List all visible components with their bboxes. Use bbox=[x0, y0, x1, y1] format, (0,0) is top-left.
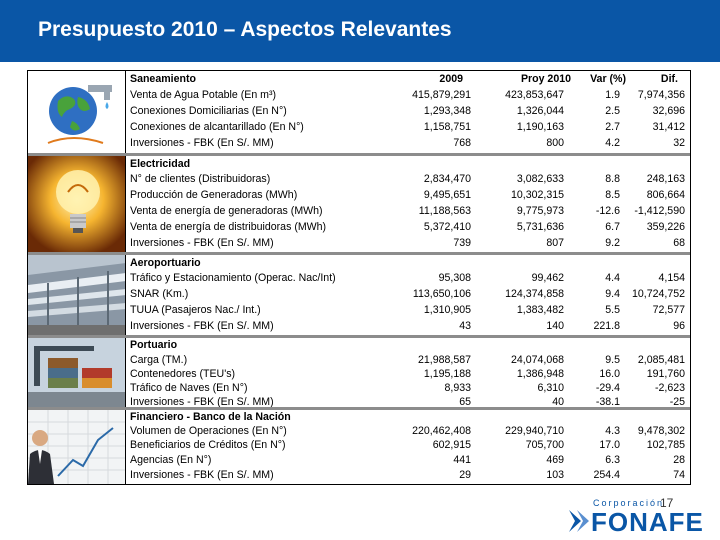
table-row bbox=[128, 204, 688, 219]
value-2009: 1,195,188 bbox=[423, 368, 471, 380]
table-row bbox=[128, 271, 688, 286]
table-row bbox=[128, 353, 688, 368]
table-row bbox=[128, 303, 688, 318]
section-aeroportuario bbox=[28, 255, 690, 335]
logo-corporacion: Corporación bbox=[593, 498, 665, 508]
column-header-2009: 2009 bbox=[439, 73, 463, 85]
value-2009: 113,650,106 bbox=[412, 288, 471, 300]
table-row bbox=[128, 438, 688, 453]
value-var: 17.0 bbox=[599, 439, 620, 451]
page-number: 17 bbox=[660, 496, 674, 510]
value-dif: -25 bbox=[669, 396, 685, 408]
value-proy-2010: 1,383,482 bbox=[516, 304, 564, 316]
value-var: -12.6 bbox=[595, 205, 620, 217]
table-row bbox=[128, 381, 688, 396]
businessman-chart-image bbox=[28, 410, 126, 484]
section-electricidad bbox=[28, 156, 690, 252]
fonafe-logo bbox=[567, 498, 707, 537]
row-label: Inversiones - FBK (En S/. MM) bbox=[130, 396, 274, 408]
value-var: -38.1 bbox=[595, 396, 620, 408]
row-label: Venta de energía de generadoras (MWh) bbox=[130, 205, 323, 217]
value-var: 254.4 bbox=[593, 469, 620, 481]
value-proy-2010: 807 bbox=[546, 237, 564, 249]
section-title: Electricidad bbox=[130, 158, 191, 170]
table-row bbox=[128, 220, 688, 235]
port-containers-image bbox=[28, 338, 126, 408]
table-row bbox=[128, 88, 688, 103]
table-row bbox=[128, 136, 688, 151]
value-proy-2010: 140 bbox=[546, 320, 564, 332]
value-var: 4.2 bbox=[605, 137, 620, 149]
value-dif: 9,478,302 bbox=[637, 425, 685, 437]
value-dif: 72,577 bbox=[652, 304, 685, 316]
value-proy-2010: 103 bbox=[546, 469, 564, 481]
value-2009: 602,915 bbox=[432, 439, 471, 451]
value-var: 2.5 bbox=[605, 105, 620, 117]
section-portuario bbox=[28, 338, 690, 408]
value-2009: 29 bbox=[459, 469, 471, 481]
value-proy-2010: 24,074,068 bbox=[510, 354, 564, 366]
row-label: TUUA (Pasajeros Nac./ Int.) bbox=[130, 304, 261, 316]
table-row bbox=[128, 367, 688, 382]
value-var: 2.7 bbox=[605, 121, 620, 133]
value-var: 4.3 bbox=[605, 425, 620, 437]
value-2009: 95,308 bbox=[438, 272, 471, 284]
value-proy-2010: 1,386,948 bbox=[516, 368, 564, 380]
row-label: Carga (TM.) bbox=[130, 354, 188, 366]
column-header-dif: Dif. bbox=[660, 73, 678, 85]
value-proy-2010: 229,940,710 bbox=[505, 425, 564, 437]
value-proy-2010: 124,374,858 bbox=[505, 288, 564, 300]
section-header-row bbox=[128, 410, 688, 425]
value-2009: 2,834,470 bbox=[423, 173, 471, 185]
value-var: 8.8 bbox=[605, 173, 620, 185]
row-label: Agencias (En N°) bbox=[130, 454, 212, 466]
value-proy-2010: 10,302,315 bbox=[510, 189, 564, 201]
title-bar bbox=[0, 0, 720, 62]
row-label: Inversiones - FBK (En S/. MM) bbox=[130, 320, 274, 332]
value-dif: 10,724,752 bbox=[631, 288, 685, 300]
value-var: 9.4 bbox=[605, 288, 620, 300]
value-proy-2010: 5,731,636 bbox=[516, 221, 564, 233]
row-label: Inversiones - FBK (En S/. MM) bbox=[130, 237, 274, 249]
table-row bbox=[128, 424, 688, 439]
table-row bbox=[128, 319, 688, 334]
value-proy-2010: 3,082,633 bbox=[516, 173, 564, 185]
value-proy-2010: 40 bbox=[552, 396, 564, 408]
section-financiero bbox=[28, 410, 690, 484]
row-label: Beneficiarios de Créditos (En N°) bbox=[130, 439, 286, 451]
column-header-var: Var (%) bbox=[590, 73, 626, 85]
value-2009: 220,462,408 bbox=[412, 425, 471, 437]
value-dif: 68 bbox=[673, 237, 685, 249]
value-proy-2010: 1,190,163 bbox=[516, 121, 564, 133]
value-proy-2010: 423,853,647 bbox=[505, 89, 564, 101]
row-label: Tráfico y Estacionamiento (Operac. Nac/Int) bbox=[130, 272, 336, 284]
value-var: 4.4 bbox=[605, 272, 620, 284]
value-var: 16.0 bbox=[599, 368, 620, 380]
value-var: 9.2 bbox=[605, 237, 620, 249]
value-dif: -2,623 bbox=[654, 382, 685, 394]
value-dif: 191,760 bbox=[646, 368, 685, 380]
value-dif: 32 bbox=[673, 137, 685, 149]
row-label: Contenedores (TEU's) bbox=[130, 368, 236, 380]
section-title: Portuario bbox=[130, 339, 178, 351]
section-title: Saneamiento bbox=[130, 73, 196, 85]
table-row bbox=[128, 172, 688, 187]
row-label: Volumen de Operaciones (En N°) bbox=[130, 425, 287, 437]
table-row bbox=[128, 120, 688, 135]
table-row bbox=[128, 287, 688, 302]
value-2009: 11,188,563 bbox=[418, 205, 471, 217]
value-var: -29.4 bbox=[595, 382, 620, 394]
value-dif: 806,664 bbox=[646, 189, 685, 201]
column-header-proy-2010: Proy 2010 bbox=[520, 73, 571, 85]
row-label: Tráfico de Naves (En N°) bbox=[130, 382, 248, 394]
section-header-row bbox=[128, 256, 688, 271]
value-proy-2010: 800 bbox=[546, 137, 564, 149]
section-header-row bbox=[128, 72, 688, 87]
budget-table bbox=[27, 70, 691, 485]
value-proy-2010: 6,310 bbox=[537, 382, 564, 394]
row-label: Producción de Generadoras (MWh) bbox=[130, 189, 298, 201]
value-2009: 5,372,410 bbox=[423, 221, 471, 233]
value-var: 6.3 bbox=[605, 454, 620, 466]
row-label: Venta de energía de distribuidoras (MWh) bbox=[130, 221, 327, 233]
value-dif: 74 bbox=[673, 469, 685, 481]
value-2009: 441 bbox=[453, 454, 471, 466]
value-dif: 31,412 bbox=[652, 121, 685, 133]
section-title: Aeroportuario bbox=[130, 257, 201, 269]
value-var: 6.7 bbox=[605, 221, 620, 233]
value-2009: 415,879,291 bbox=[412, 89, 471, 101]
row-label: Inversiones - FBK (En S/. MM) bbox=[130, 469, 274, 481]
value-var: 1.9 bbox=[605, 89, 620, 101]
row-label: SNAR (Km.) bbox=[130, 288, 189, 300]
value-2009: 1,293,348 bbox=[423, 105, 471, 117]
value-proy-2010: 705,700 bbox=[525, 439, 564, 451]
value-var: 8.5 bbox=[605, 189, 620, 201]
table-row bbox=[128, 236, 688, 251]
row-label: Venta de Agua Potable (En m³) bbox=[130, 89, 277, 101]
value-proy-2010: 9,775,973 bbox=[516, 205, 564, 217]
value-dif: 96 bbox=[673, 320, 685, 332]
earth-water-tap-image bbox=[28, 71, 126, 153]
value-dif: 248,163 bbox=[646, 173, 685, 185]
table-row bbox=[128, 104, 688, 119]
page-title: Presupuesto 2010 – Aspectos Relevantes bbox=[38, 18, 452, 41]
value-var: 9.5 bbox=[605, 354, 620, 366]
light-bulb-image bbox=[28, 156, 126, 252]
value-dif: 359,226 bbox=[646, 221, 685, 233]
value-2009: 8,933 bbox=[444, 382, 471, 394]
value-var: 5.5 bbox=[605, 304, 620, 316]
section-header-row bbox=[128, 157, 688, 172]
value-2009: 768 bbox=[453, 137, 471, 149]
section-title: Financiero - Banco de la Nación bbox=[130, 411, 291, 423]
section-saneamiento bbox=[28, 71, 690, 153]
table-row bbox=[128, 188, 688, 203]
value-dif: 2,085,481 bbox=[637, 354, 685, 366]
value-proy-2010: 469 bbox=[546, 454, 564, 466]
value-dif: 7,974,356 bbox=[637, 89, 685, 101]
value-dif: 28 bbox=[673, 454, 685, 466]
value-var: 221.8 bbox=[593, 320, 620, 332]
value-dif: 102,785 bbox=[646, 439, 685, 451]
value-2009: 1,310,905 bbox=[423, 304, 471, 316]
value-dif: 32,696 bbox=[652, 105, 685, 117]
value-2009: 43 bbox=[459, 320, 471, 332]
value-proy-2010: 1,326,044 bbox=[516, 105, 564, 117]
value-dif: 4,154 bbox=[658, 272, 685, 284]
value-2009: 21,988,587 bbox=[417, 354, 471, 366]
value-2009: 739 bbox=[453, 237, 471, 249]
fonafe-arrow-icon bbox=[567, 506, 591, 536]
value-proy-2010: 99,462 bbox=[531, 272, 564, 284]
section-header-row bbox=[128, 338, 688, 353]
airport-building-image bbox=[28, 255, 126, 335]
row-label: Inversiones - FBK (En S/. MM) bbox=[130, 137, 274, 149]
logo-fonafe: FONAFE bbox=[591, 507, 704, 537]
value-dif: -1,412,590 bbox=[634, 205, 685, 217]
value-2009: 1,158,751 bbox=[423, 121, 471, 133]
row-label: Conexiones Domiciliarias (En N°) bbox=[130, 105, 287, 117]
table-row bbox=[128, 468, 688, 483]
row-label: N° de clientes (Distribuidoras) bbox=[130, 173, 271, 185]
value-2009: 65 bbox=[459, 396, 471, 408]
row-label: Conexiones de alcantarillado (En N°) bbox=[130, 121, 304, 133]
value-2009: 9,495,651 bbox=[423, 189, 471, 201]
table-row bbox=[128, 453, 688, 468]
